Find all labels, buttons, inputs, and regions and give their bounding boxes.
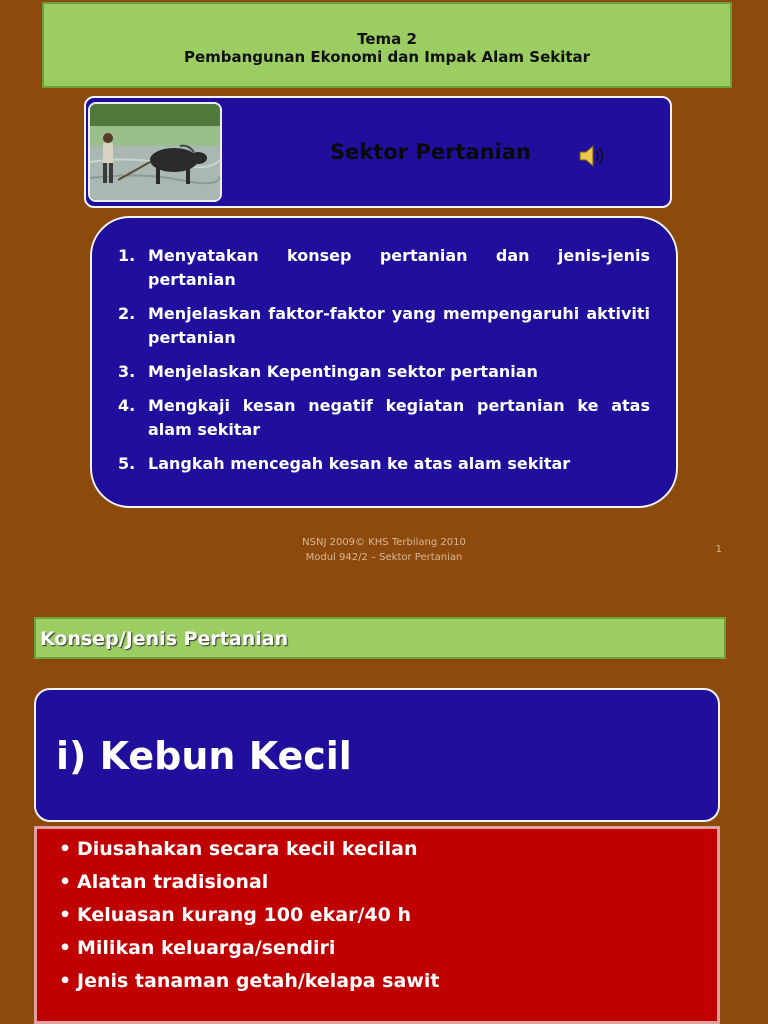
bullet-text: Keluasan kurang 100 ekar/40 h: [77, 904, 412, 926]
item-number: 5.: [118, 454, 136, 473]
bullet-icon: •: [59, 838, 72, 860]
item-number: 3.: [118, 362, 136, 381]
list-item: [59, 899, 717, 932]
list-item: [118, 394, 650, 442]
farmer-buffalo-photo: [88, 102, 222, 202]
list-item: [59, 932, 717, 965]
list-item: [59, 833, 717, 866]
list-item: [118, 302, 650, 350]
slide-footer: [0, 535, 768, 565]
bullet-icon: •: [59, 937, 72, 959]
item-text: Menyatakan konsep pertanian dan jenis-jenis pertanian: [148, 246, 650, 289]
sector-header-box: [84, 96, 672, 208]
section-title-box: [34, 617, 726, 659]
bullet-icon: •: [59, 871, 72, 893]
module-text: Modul 942/2 – Sektor Pertanian: [305, 552, 463, 563]
item-text: Menjelaskan faktor-faktor yang mempengaruhi aktiviti pertanian: [148, 304, 650, 347]
speaker-icon[interactable]: [578, 144, 608, 172]
bullet-text: Jenis tanaman getah/kelapa sawit: [77, 970, 440, 992]
big-title: i) Kebun Kecil: [56, 734, 352, 778]
bullet-icon: •: [59, 970, 72, 992]
objectives-box: [90, 216, 678, 508]
sector-heading: Sektor Pertanian: [330, 140, 531, 164]
list-item: [59, 965, 717, 998]
theme-number: Tema 2: [357, 30, 417, 48]
characteristics-list: [37, 829, 717, 998]
item-text: Mengkaji kesan negatif kegiatan pertanian ke atas alam sekitar: [148, 396, 650, 439]
objectives-list: [92, 218, 676, 476]
page-number: 1: [715, 544, 722, 555]
item-number: 1.: [118, 246, 136, 265]
list-item: [118, 360, 650, 384]
list-item: [118, 244, 650, 292]
list-item: [118, 452, 650, 476]
theme-title: Pembangunan Ekonomi dan Impak Alam Sekitar: [183, 48, 591, 66]
bullet-icon: •: [59, 904, 72, 926]
item-text: Langkah mencegah kesan ke atas alam sekitar: [148, 454, 571, 473]
characteristics-box: [34, 826, 720, 1024]
section-title: Konsep/Jenis Pertanian: [40, 628, 289, 650]
kebun-kecil-box: [34, 688, 720, 822]
item-number: 2.: [118, 304, 136, 323]
list-item: [59, 866, 717, 899]
bullet-text: Milikan keluarga/sendiri: [77, 937, 336, 959]
theme-title-box: [42, 2, 732, 88]
copyright-text: NSNJ 2009© KHS Terbilang 2010: [302, 537, 466, 548]
bullet-text: Alatan tradisional: [77, 871, 269, 893]
item-text: Menjelaskan Kepentingan sektor pertanian: [148, 362, 538, 381]
item-number: 4.: [118, 396, 136, 415]
bullet-text: Diusahakan secara kecil kecilan: [77, 838, 418, 860]
